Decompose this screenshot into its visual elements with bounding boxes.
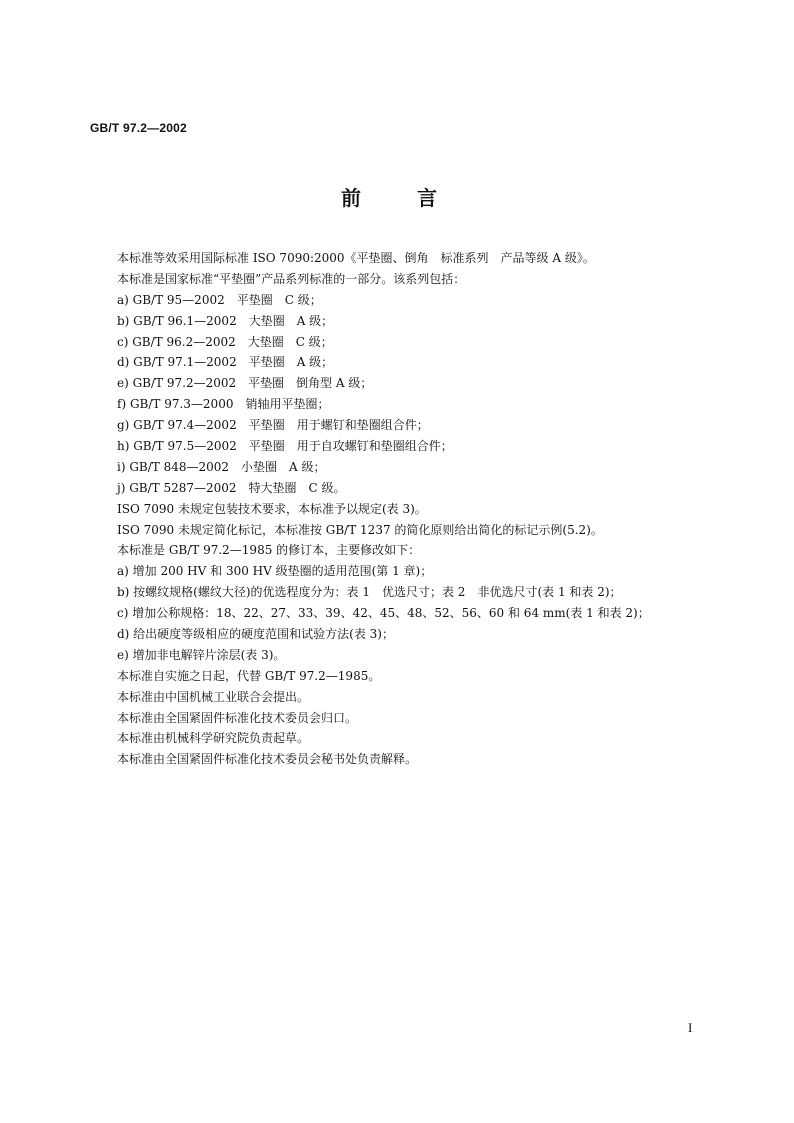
paragraph-line: 本标准自实施之日起，代替 GB/T 97.2—1985。	[117, 668, 381, 683]
paragraph-line: 本标准由中国机械工业联合会提出。	[117, 689, 310, 704]
list-item: j) GB/T 5287—2002 特大垫圈 C 级。	[117, 480, 346, 495]
list-item: b) GB/T 96.1—2002 大垫圈 A 级；	[117, 313, 334, 328]
standard-code-header: GB/T 97.2—2002	[90, 121, 187, 135]
paragraph-line: ISO 7090 未规定包装技术要求，本标准予以规定(表 3)。	[117, 501, 427, 516]
page-title: 前言	[341, 186, 493, 210]
list-item: a) GB/T 95—2002 平垫圈 C 级；	[117, 292, 322, 307]
paragraph-line: 本标准由机械科学研究院负责起草。	[117, 731, 310, 746]
list-item: e) 增加非电解锌片涂层(表 3)。	[117, 647, 286, 662]
paragraph-line: 本标准由全国紧固件标准化技术委员会秘书处负责解释。	[117, 752, 418, 767]
list-item: i) GB/T 848—2002 小垫圈 A 级；	[117, 459, 326, 474]
list-item: e) GB/T 97.2—2002 平垫圈 倒角型 A 级；	[117, 376, 373, 391]
list-item: c) 增加公称规格：18、22、27、33、39、42、45、48、52、56、60 和 64 mm(表 1 和表 2)；	[117, 606, 650, 621]
list-item: c) GB/T 96.2—2002 大垫圈 C 级；	[117, 334, 333, 349]
list-item: a) 增加 200 HV 和 300 HV 级垫圈的适用范围(第 1 章)；	[117, 564, 433, 579]
list-item: h) GB/T 97.5—2002 平垫圈 用于自攻螺钉和垫圈组合件；	[117, 439, 453, 454]
paragraph-line: 本标准是 GB/T 97.2—1985 的修订本，主要修改如下：	[117, 543, 421, 558]
list-item: f) GB/T 97.3—2000 销轴用平垫圈；	[117, 397, 330, 412]
list-item: b) 按螺纹规格(螺纹大径)的优选程度分为：表 1 优选尺寸；表 2 非优选尺寸(表 1 和表 2)；	[117, 585, 622, 600]
list-item: g) GB/T 97.4—2002 平垫圈 用于螺钉和垫圈组合件；	[117, 418, 429, 433]
paragraph-line: ISO 7090 未规定简化标记，本标准按 GB/T 1237 的简化原则给出简化的标记示例(5.2)。	[117, 522, 603, 537]
page-number: I	[688, 1020, 693, 1035]
list-item: d) GB/T 97.1—2002 平垫圈 A 级；	[117, 355, 334, 370]
paragraph-line: 本标准由全国紧固件标准化技术委员会归口。	[117, 710, 358, 725]
list-item: d) 给出硬度等级相应的硬度范围和试验方法(表 3)；	[117, 627, 394, 642]
paragraph-line: 本标准等效采用国际标准 ISO 7090:2000《平垫圈、倒角 标准系列 产品等级 A 级》。	[117, 251, 595, 265]
foreword-body	[117, 248, 717, 770]
paragraph-line: 本标准是国家标准“平垫圈”产品系列标准的一部分。该系列包括：	[117, 271, 466, 286]
